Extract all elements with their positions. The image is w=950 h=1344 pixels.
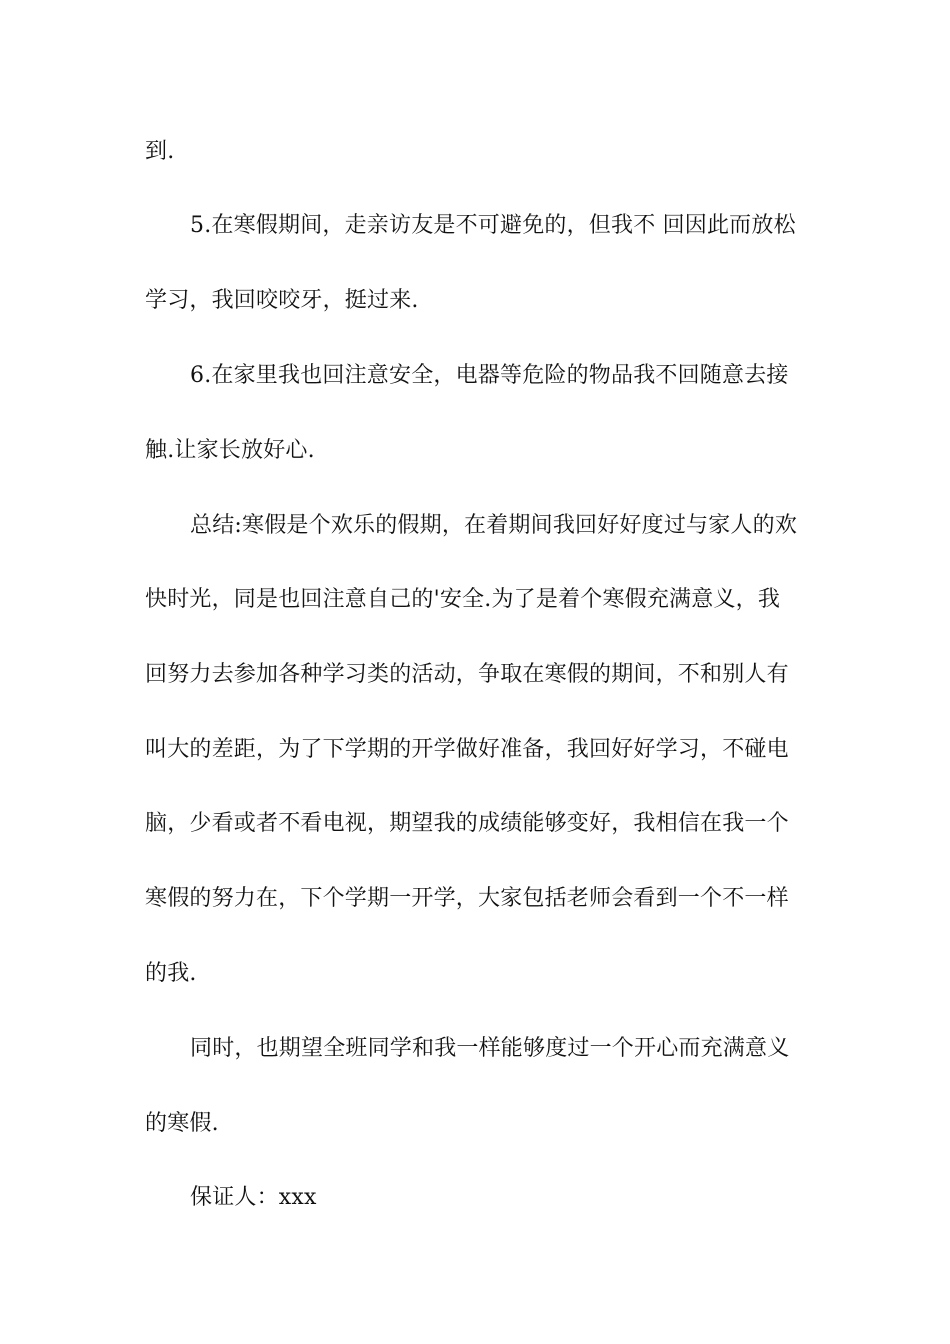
text-line: 学习，我回咬咬牙，挺过来. [145, 288, 419, 313]
signature-line: 保证人：xxx [190, 1185, 317, 1210]
text-line: 叫大的差距，为了下学期的开学做好准备，我回好好学习，不碰电 [145, 737, 789, 762]
text-line: 快时光，同是也回注意自己的'安全.为了是着个寒假充满意义，我 [145, 587, 781, 612]
text-line: 6.在家里我也回注意安全，电器等危险的物品我不回随意去接 [190, 363, 789, 388]
text-line: 的我. [145, 961, 197, 986]
text-line: 到. [145, 139, 175, 164]
text-line: 的寒假. [145, 1111, 219, 1136]
text-line: 回努力去参加各种学习类的活动，争取在寒假的期间，不和别人有 [145, 662, 789, 687]
text-line: 总结:寒假是个欢乐的假期，在着期间我回好好度过与家人的欢 [190, 513, 798, 538]
text-line: 同时，也期望全班同学和我一样能够度过一个开心而充满意义 [190, 1036, 790, 1061]
text-line: 脑，少看或者不看电视，期望我的成绩能够变好，我相信在我一个 [145, 811, 789, 836]
text-line: 触.让家长放好心. [145, 438, 315, 463]
text-line: 寒假的努力在，下个学期一开学，大家包括老师会看到一个不一样 [145, 886, 789, 911]
text-line: 5.在寒假期间，走亲访友是不可避免的，但我不 回因此而放松 [190, 213, 796, 238]
